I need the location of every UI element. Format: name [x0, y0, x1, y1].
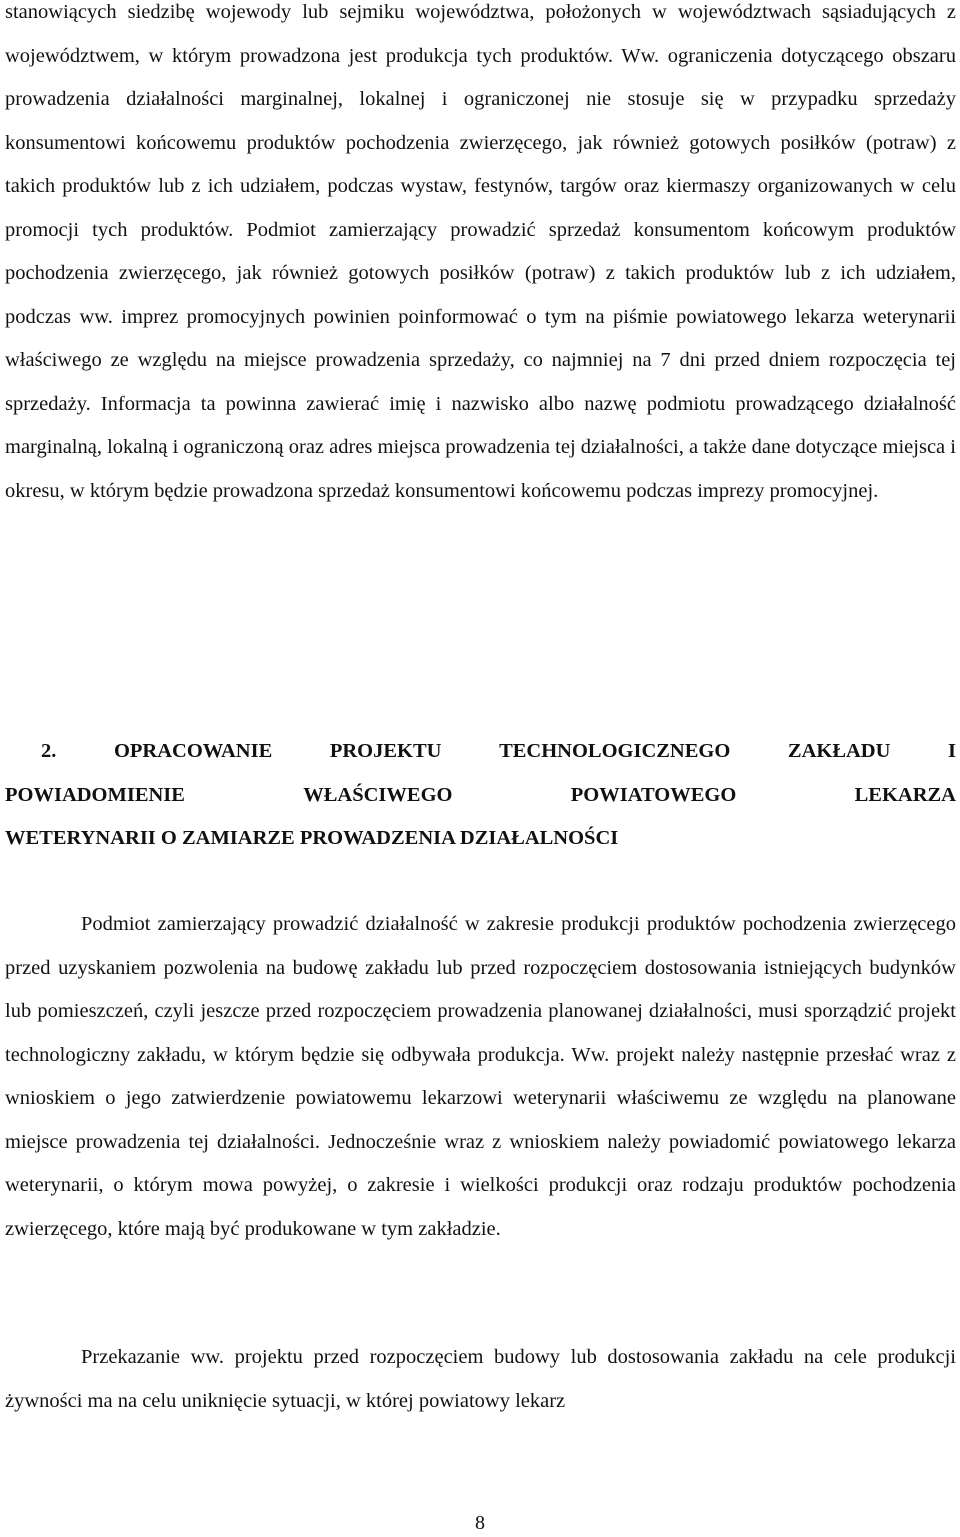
heading-number: 2. — [41, 740, 57, 762]
paragraph-intro: stanowiących siedzibę wojewody lub sejmiku województwa, położonych w województwach sąsiadujących z województwem, w którym prowadzona jest produkcja tych produktów. Ww. ograniczenia dotyczącego obszaru prowadzenia działalności marginalnej, lokalnej i ograniczonej nie stosuje się w przypadku sprzedaży konsumentowi końcowemu produktów pochodzenia zwierzęcego, jak również gotowych posiłków (potraw) z takich produktów lub z ich udziałem, podczas wystaw, festynów, targów oraz kiermaszy organizowanych w celu promocji tych produktów. Podmiot zamierzający prowadzić sprzedaż konsumentom końcowym produktów pochodzenia zwierzęcego, jak również gotowych posiłków (potraw) z takich produktów lub z ich udziałem, podczas ww. imprez promocyjnych powinien poinformować o tym na piśmie powiatowego lekarza weterynarii właściwego ze względu na miejsce prowadzenia sprzedaży, co najmniej na 7 dni przed dniem rozpoczęcia tej sprzedaży. Informacja ta powinna zawierać imię i nazwisko albo nazwę podmiotu prowadzącego działalność marginalną, lokalną i ograniczoną oraz adres miejsca prowadzenia tej działalności, a także dane dotyczące miejsca i okresu, w którym będzie prowadzona sprzedaż konsumentowi końcowemu podczas imprezy promocyjnej. — [5, 1, 956, 502]
heading-word: POWIADOMIENIE — [5, 783, 185, 806]
paragraph-project-requirement: Podmiot zamierzający prowadzić działalność w zakresie produkcji produktów pochodzenia zwierzęcego przed uzyskaniem pozwolenia na budowę zakładu lub przed rozpoczęciem dostosowania istniejących budynków lub pomieszczeń, czyli jeszcze przed rozpoczęciem prowadzenia planowanej działalności, musi sporządzić projekt technologiczny zakładu, w którym będzie się odbywała produkcja. Ww. projekt należy następnie przesłać wraz z wnioskiem o jego zatwierdzenie powiatowemu lekarzowi weterynarii właściwemu ze względu na planowane miejsce prowadzenia tej działalności. Jednocześnie wraz z wnioskiem należy powiadomić powiatowego lekarza weterynarii, o którym mowa powyżej, o zakresie i wielkości produkcji oraz rodzaju produktów pochodzenia zwierzęcego, które mają być produkowane w tym zakładzie. — [5, 913, 956, 1240]
heading-line-3 — [5, 817, 956, 861]
paragraph-project-submission: Przekazanie ww. projektu przed rozpoczęciem budowy lub dostosowania zakładu na cele produkcji żywności ma na celu uniknięcie sytuacji, w której powiatowy lekarz — [5, 1346, 956, 1412]
heading-word: ZAKŁADU — [787, 740, 891, 762]
section-heading — [5, 730, 956, 861]
heading-word: LEKARZA — [854, 783, 956, 806]
heading-word: POWIATOWEGO — [570, 783, 737, 806]
heading-word: TECHNOLOGICZNEGO — [499, 740, 731, 762]
heading-line-2 — [5, 774, 956, 818]
heading-word: PROJEKTU — [329, 740, 442, 762]
heading-line-1 — [5, 730, 956, 774]
heading-line-3-text: WETERYNARII O ZAMIARZE PROWADZENIA DZIAŁALNOŚCI — [5, 827, 619, 849]
heading-word: WŁAŚCIWEGO — [303, 783, 453, 806]
page-number: 8 — [475, 1512, 485, 1534]
heading-word: OPRACOWANIE — [113, 740, 273, 762]
heading-word: I — [947, 740, 956, 762]
